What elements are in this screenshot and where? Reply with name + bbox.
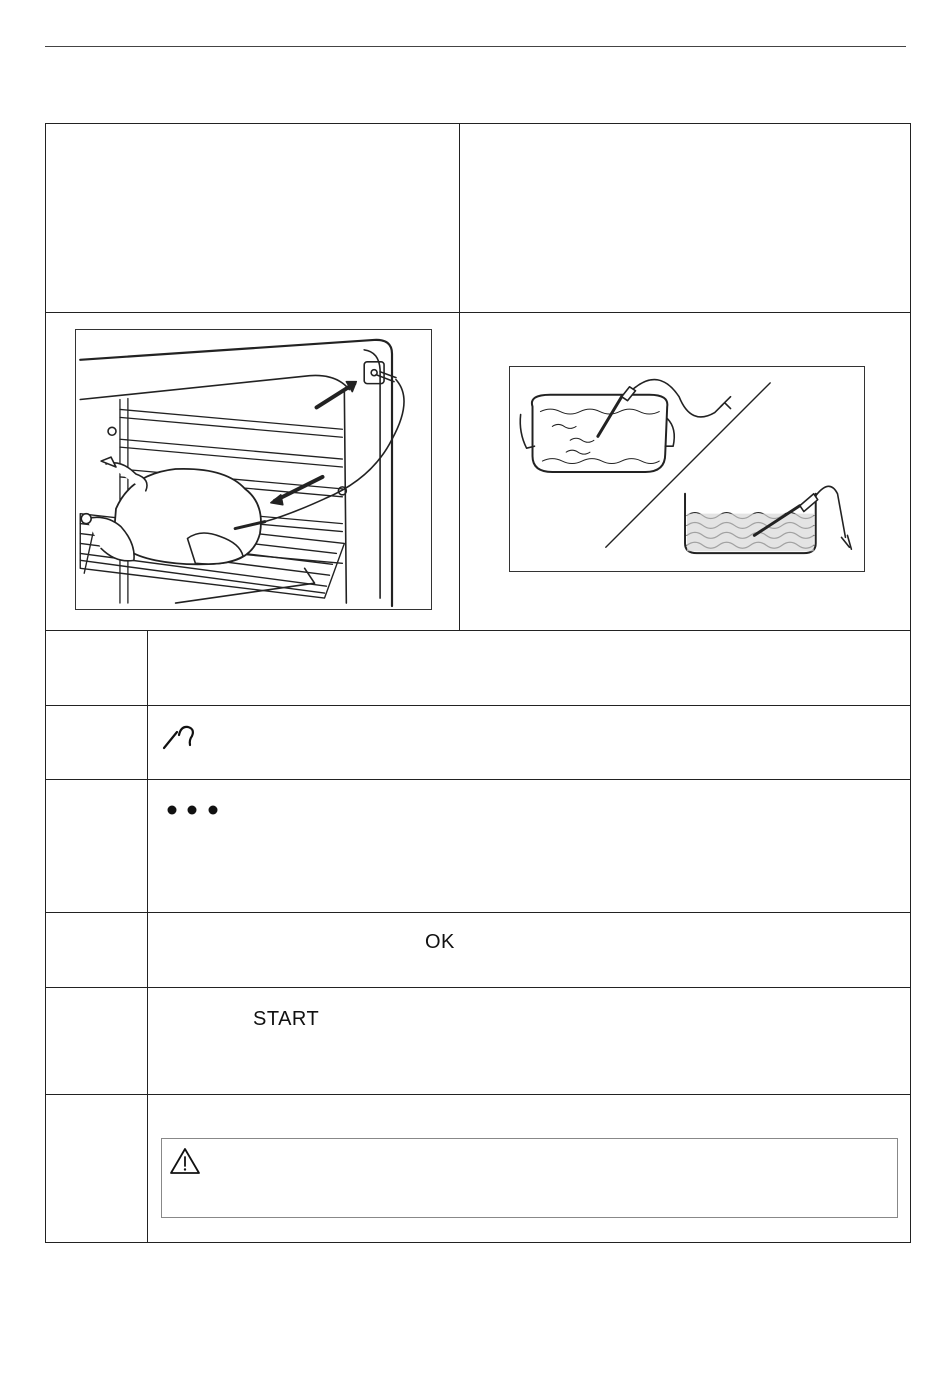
ok-button-label: OK <box>425 931 455 953</box>
oven-chicken-probe-figure <box>75 329 432 610</box>
header-rule <box>45 46 906 47</box>
start-button-label: START <box>253 1008 320 1030</box>
row-divider <box>46 1094 910 1095</box>
instruction-table <box>45 123 911 1243</box>
probe-in-food-figure <box>509 366 865 572</box>
row-divider <box>46 630 910 631</box>
step-number-column-divider <box>147 630 148 1243</box>
warning-triangle-icon <box>169 1147 201 1175</box>
column-divider <box>459 124 460 631</box>
row-divider <box>46 705 910 706</box>
core-temperature-probe-icon <box>161 724 201 752</box>
row-divider <box>46 779 910 780</box>
row-divider <box>46 912 910 913</box>
warning-box <box>161 1138 898 1218</box>
row-divider <box>46 987 910 988</box>
row-divider <box>46 312 910 313</box>
three-dots-icon <box>166 802 226 818</box>
